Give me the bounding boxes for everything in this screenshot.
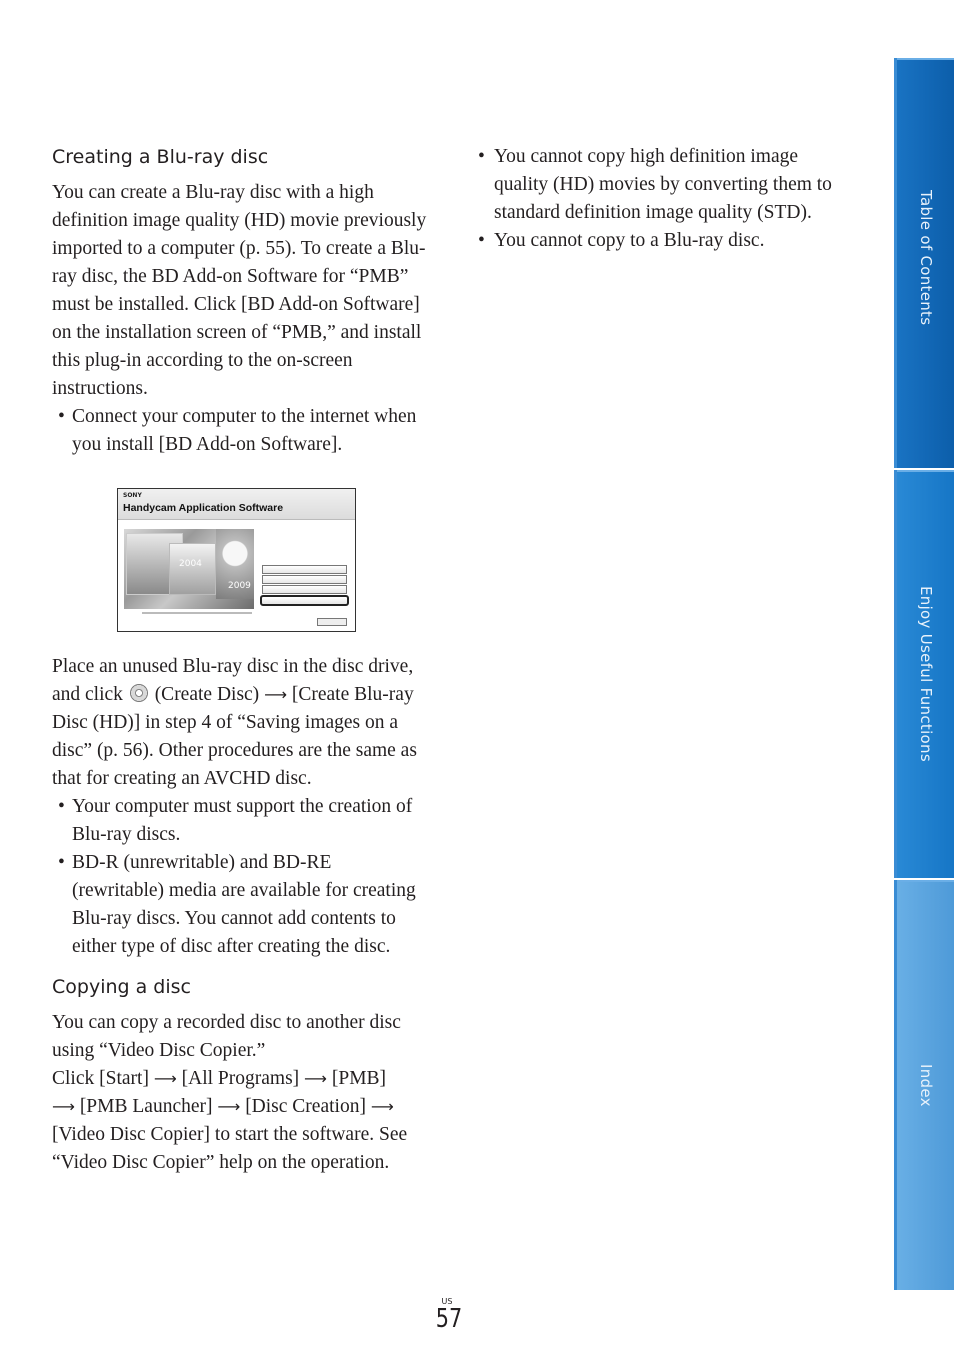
pmb-installer-screenshot xyxy=(117,488,356,632)
page-number-value: 57 xyxy=(435,1304,463,1334)
tab-label: Index xyxy=(917,1063,935,1107)
bluray-intro: You can create a Blu-ray disc with a high definition image quality (HD) movie previously imported to a computer (p. 55). To create a Blu-ray disc, the BD Add-on Software for “PMB” must be installed. Click [BD Add-on Software] on the installation screen of “PMB,” and install this plug-in according to the on-screen instructions. xyxy=(52,182,427,399)
list-item: • Your computer must support the creation of Blu-ray discs. xyxy=(52,793,427,849)
arrow-icon: ⟶ xyxy=(264,685,287,704)
copying-steps: Click [Start] ⟶ [All Programs] ⟶ [PMB] ⟶ [PMB Launcher] ⟶ [Disc Creation] ⟶ [Video Disc Copier] to start the software. See “Video Disc Copier” help on the operation. xyxy=(52,1068,408,1173)
list-item: • You cannot copy high definition image quality (HD) movies by converting them to standard definition image quality (STD). xyxy=(478,143,848,227)
install-button-graphic xyxy=(262,565,347,574)
page-number xyxy=(433,1297,461,1332)
arrow-icon: ⟶ xyxy=(52,1097,75,1116)
bluray-notes-2 xyxy=(52,793,427,961)
year-label: 2004 xyxy=(179,559,202,569)
screenshot-title: Handycam Application Software xyxy=(123,502,284,514)
bd-addon-button-graphic xyxy=(260,595,349,606)
copying-intro: You can copy a recorded disc to another disc using “Video Disc Copier.” xyxy=(52,1012,401,1061)
arrow-icon: ⟶ xyxy=(217,1097,241,1116)
arrow-icon: ⟶ xyxy=(304,1069,327,1088)
right-column xyxy=(478,143,848,255)
bluray-notes-1 xyxy=(52,403,427,459)
tab-label: Enjoy Useful Functions xyxy=(917,586,935,762)
exit-button-graphic xyxy=(317,618,347,626)
screenshot-header xyxy=(118,489,355,520)
arrow-icon: ⟶ xyxy=(370,1097,394,1116)
arrow-icon: ⟶ xyxy=(153,1069,177,1088)
copying-notes xyxy=(478,143,848,255)
region-label: US xyxy=(441,1297,453,1306)
bluray-heading: Creating a Blu-ray disc xyxy=(52,146,269,168)
tab-label: Table of Contents xyxy=(917,190,935,326)
product-registration-button-graphic xyxy=(262,575,347,584)
list-item: • BD-R (unrewritable) and BD-RE (rewritable) media are available for creating Blu-ray discs. You cannot add contents to either type of disc after creating the disc. xyxy=(52,849,427,961)
bluray-procedure: Place an unused Blu-ray disc in the disc drive, and click (Create Disc) ⟶ [Create Blu-ray Disc (HD)] in step 4 of “Saving images on a disc” (p. 56). Other procedures are the same as that for creating an AVCHD disc. xyxy=(52,656,417,789)
copying-heading: Copying a disc xyxy=(52,976,191,998)
handbook-button-graphic xyxy=(262,585,347,594)
list-item: • You cannot copy to a Blu-ray disc. xyxy=(478,227,848,255)
left-column xyxy=(52,143,427,1177)
screenshot-brand: SONY xyxy=(123,492,142,499)
tab-enjoy-useful-functions[interactable] xyxy=(894,470,954,878)
screenshot-photo-collage xyxy=(124,529,254,609)
create-disc-icon xyxy=(130,684,148,702)
tab-table-of-contents[interactable] xyxy=(894,58,954,468)
tab-index[interactable] xyxy=(894,880,954,1290)
year-label: 2009 xyxy=(228,581,251,591)
list-item: • Connect your computer to the internet when you install [BD Add-on Software]. xyxy=(52,403,427,459)
footer-text-graphic xyxy=(142,612,252,614)
